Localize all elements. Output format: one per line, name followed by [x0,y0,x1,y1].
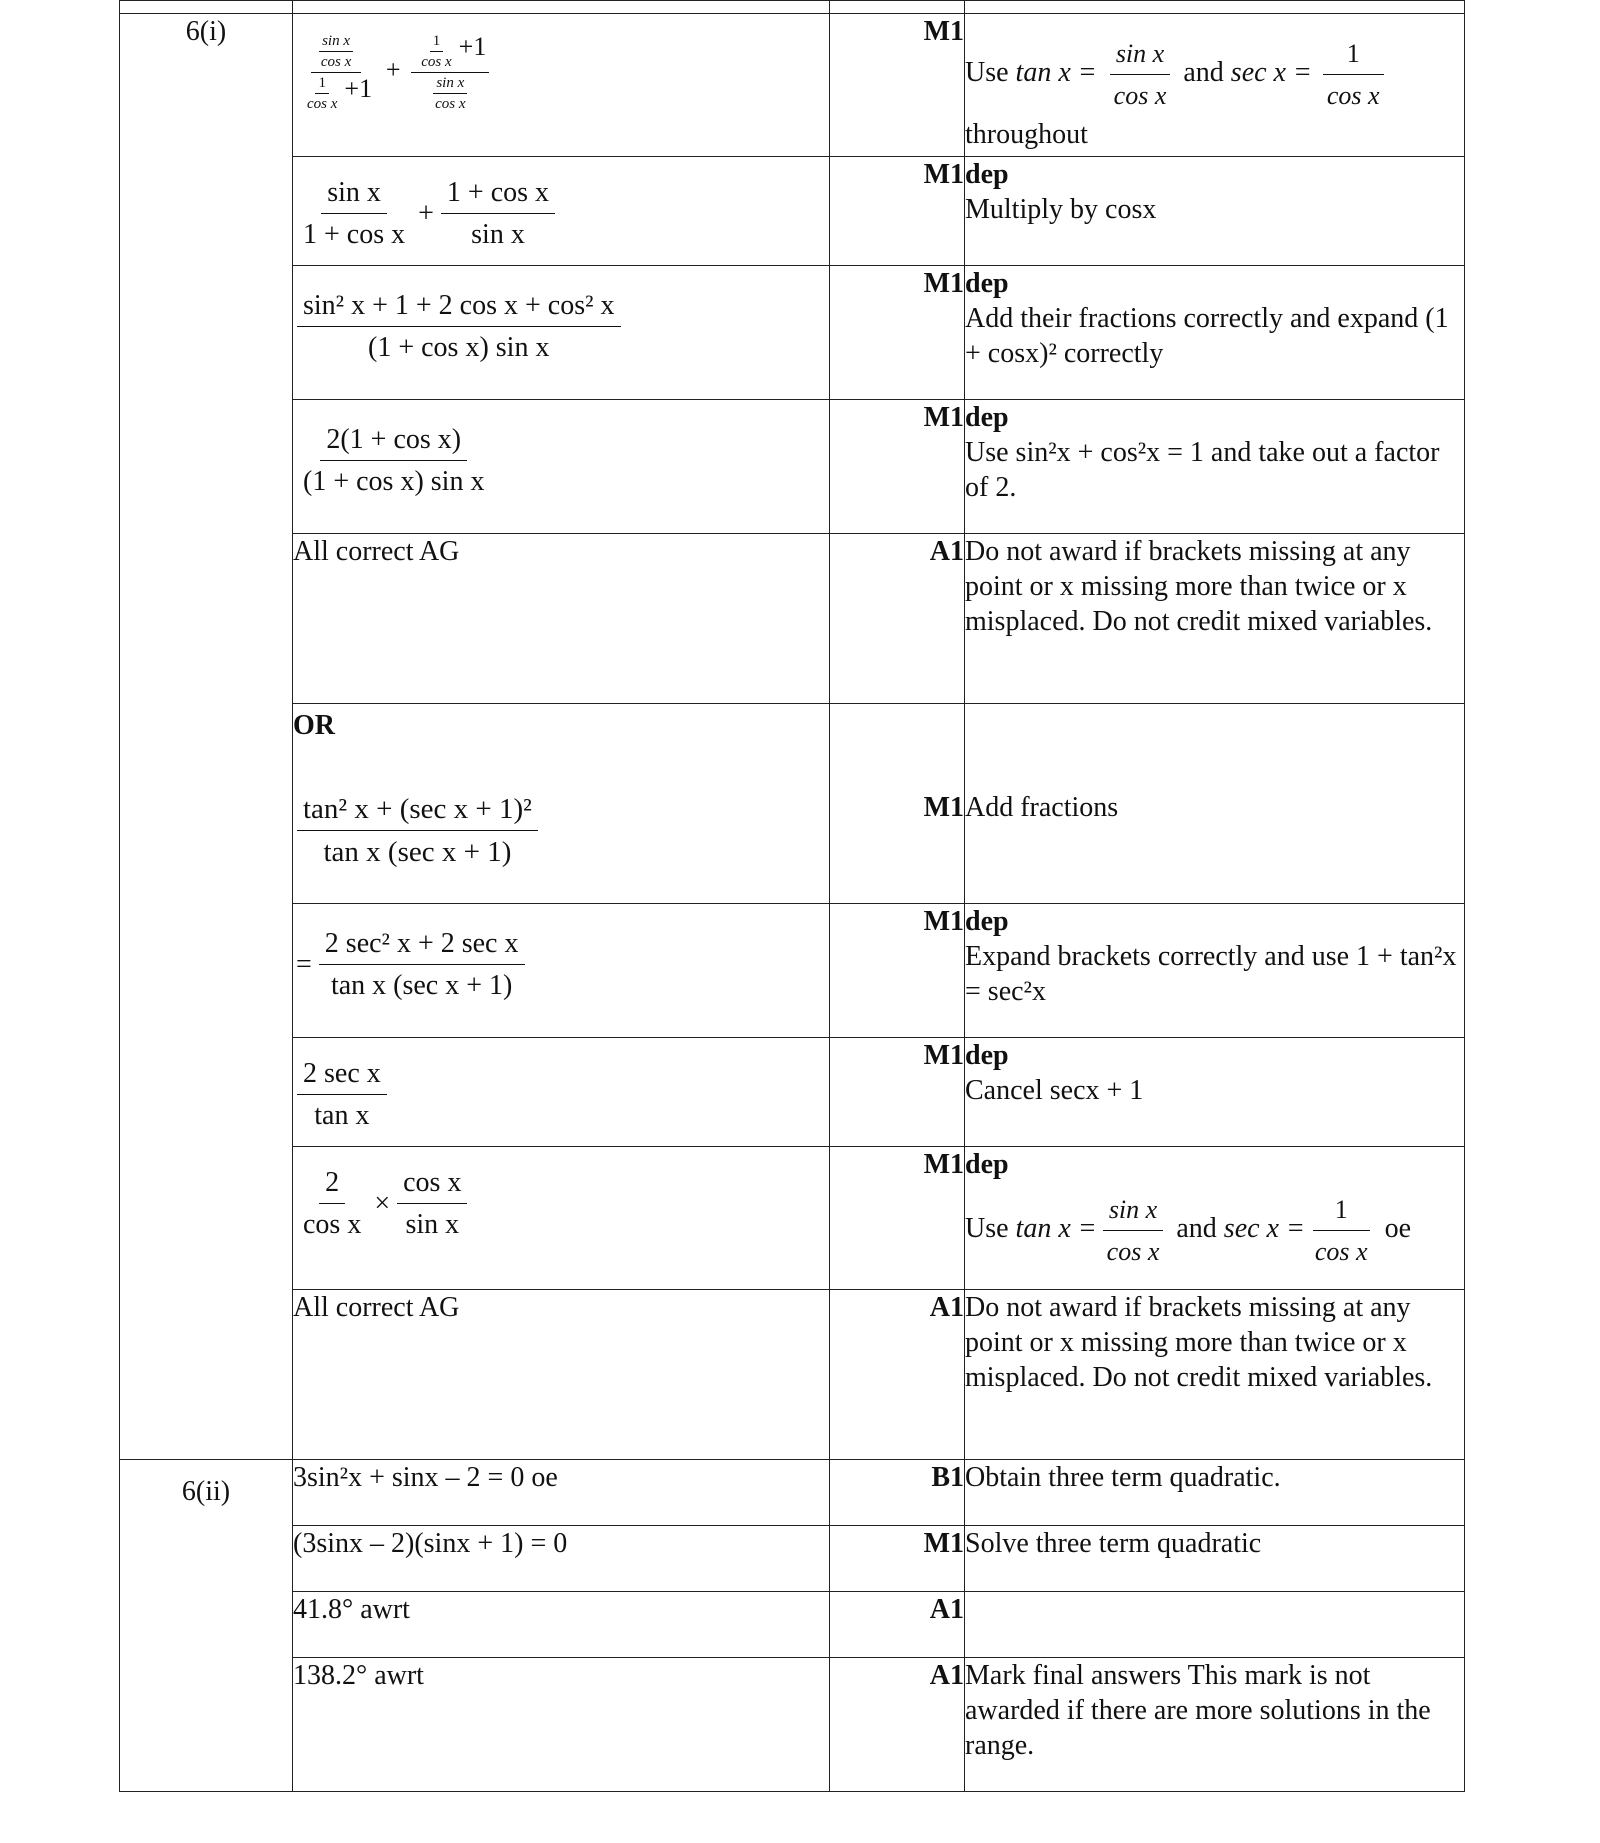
answer-cell: 41.8° awrt [293,1592,830,1658]
table-row [120,1592,1465,1658]
guidance-cell: dep Use tan x = $\frac{\text{sin x}}{\text{cos x}}$ and sec x = $\frac{1}{\text{cos x}}$ oe [965,1147,1465,1290]
answer-cell: $\frac{\text{sin² x + 1 + 2 cos x + cos² x}}{\text{(1 + cos x) sin x}}$ [293,266,830,400]
guidance-cell: Do not award if brackets missing at any point or x missing more than twice or x misplaced. Do not credit mixed variables. [965,534,1465,704]
mark: B1 [830,1460,965,1526]
table-top-strip [120,1,1465,14]
table-row [120,14,1465,157]
answer-cell: 2 sec x tan x [293,1038,830,1147]
fraction: $\frac{1}{\text{cos x}}$ +1 $\frac{\text{sin x}}{\text{cos x}}$ [411,32,489,113]
answer-cell: All correct AG [293,1290,830,1460]
table-row [120,704,1465,904]
table-row [120,1290,1465,1460]
answer-cell: $\frac{\text{2(1 + cos x)}}{\text{(1 + cos x) sin x}}$ [293,400,830,534]
guidance-cell: dep Expand brackets correctly and use 1 + tan²x = sec²x [965,904,1465,1038]
mark: M1 [830,704,965,904]
mark: M1 [830,157,965,266]
answer-cell: All correct AG [293,534,830,704]
table-row [120,157,1465,266]
table-row [120,1460,1465,1526]
table-row [120,1147,1465,1290]
table-row [120,1038,1465,1147]
mark: M1 [830,266,965,400]
mark: M1 [830,14,965,157]
answer-cell: OR tan² x + (sec x + 1)² tan x (sec x + 1) [293,704,830,904]
mark: M1 [830,400,965,534]
guidance-cell [965,1592,1465,1658]
question-number: 6(ii) [120,1460,293,1792]
mark-scheme-table [119,0,1465,1792]
guidance-cell: Add fractions [965,704,1465,904]
answer-cell: 138.2° awrt [293,1658,830,1792]
question-number: 6(i) [120,14,293,1460]
table-row [120,266,1465,400]
answer-cell: = 2 sec² x + 2 sec x tan x (sec x + 1) [293,904,830,1038]
table-row [120,904,1465,1038]
mark: M1 [830,1526,965,1592]
mark: A1 [830,1592,965,1658]
answer-cell: $\frac{2}{\text{cos x}}$ × $\frac{\text{cos x}}{\text{sin x}}$ [293,1147,830,1290]
mark: M1 [830,1038,965,1147]
mark: M1 [830,1147,965,1290]
guidance-cell: dep Use sin²x + cos²x = 1 and take out a factor of 2. [965,400,1465,534]
guidance-cell: dep Add their fractions correctly and expand (1 + cosx)² correctly [965,266,1465,400]
guidance-cell: dep Cancel secx + 1 [965,1038,1465,1147]
guidance-cell: Use tan x = $\frac{\text{sin x}}{\text{cos x}}$ and sec x = $\frac{1}{\text{cos x}}$ throughout [965,14,1465,157]
guidance-cell: Mark final answers This mark is not awarded if there are more solutions in the range. [965,1658,1465,1792]
fraction: $\frac{\text{sin x}}{\text{cos x}}$ $\frac{1}{\text{cos x}}$ +1 [307,33,373,112]
answer-cell: (3sinx – 2)(sinx + 1) = 0 [293,1526,830,1592]
mark: A1 [830,534,965,704]
guidance-cell: Do not award if brackets missing at any point or x missing more than twice or x misplaced. Do not credit mixed variables. [965,1290,1465,1460]
table-row [120,400,1465,534]
table-row [120,1658,1465,1792]
mark: A1 [830,1658,965,1792]
table-row [120,534,1465,704]
guidance-cell: dep Multiply by cosx [965,157,1465,266]
guidance-cell: Obtain three term quadratic. [965,1460,1465,1526]
answer-cell: $\frac{\text{sin x}}{\text{1 + cos x}}$ + $\frac{\text{1 + cos x}}{\text{sin x}}$ [293,157,830,266]
mark: A1 [830,1290,965,1460]
table-row [120,1526,1465,1592]
answer-cell: $\frac{\text{sin x}}{\text{cos x}}$ $\frac{1}{\text{cos x}}$ +1 + $\frac{1}{\text{cos x}}$ +1 $\frac{\text{sin x}}{\text{cos x}}$ [293,14,830,157]
answer-cell: 3sin²x + sinx – 2 = 0 oe [293,1460,830,1526]
guidance-cell: Solve three term quadratic [965,1526,1465,1592]
mark: M1 [830,904,965,1038]
